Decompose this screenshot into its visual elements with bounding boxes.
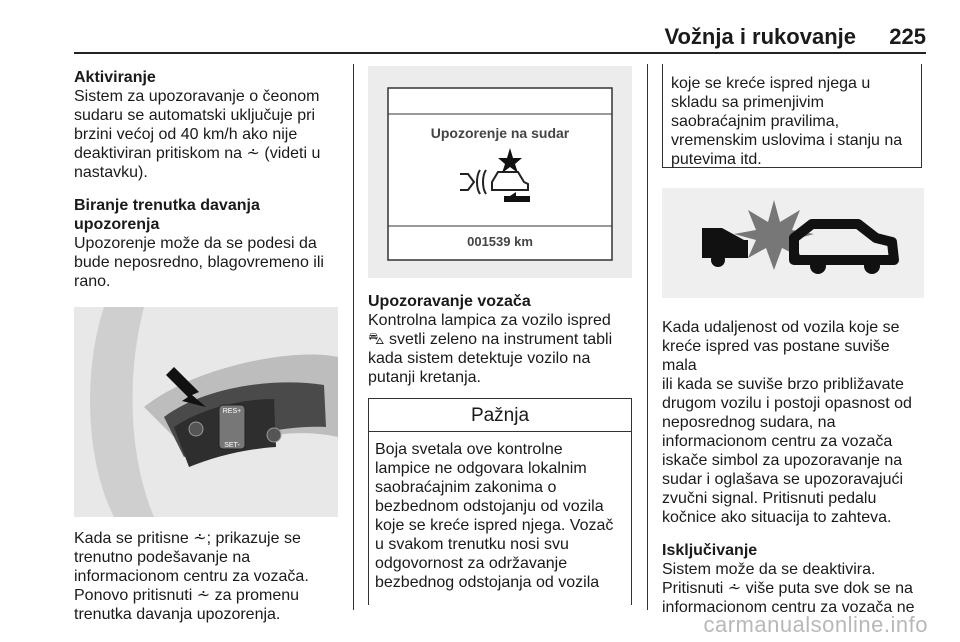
text-activation-5: nastavku).	[74, 164, 148, 181]
text-distance-7: iskače simbol za upozoravanje na	[662, 452, 903, 469]
chapter-title: Vožnja i rukovanje	[664, 24, 856, 49]
text-distance-4: drugom vozilu i postoji opasnost od	[662, 395, 912, 412]
notice-cont-5: putevima itd.	[671, 151, 762, 168]
page-header	[74, 20, 926, 54]
set-label: SET-	[224, 442, 240, 449]
text-deactivate-3: informacionom centru za vozača ne	[662, 599, 915, 616]
text-after-3: informacionom centru za vozača.	[74, 568, 309, 585]
odometer: 001539 km	[467, 234, 533, 249]
column-1	[74, 68, 342, 624]
collision-symbol-illustration	[662, 188, 924, 298]
text-vehicle-1: Kontrolna lampica za vozilo ispred	[368, 312, 611, 329]
text-timing-3: rano.	[74, 273, 111, 290]
text-after-2: trenutno podešavanje na	[74, 549, 251, 566]
column-divider-2	[647, 64, 648, 610]
notice-line-2: lampice ne odgovara lokalnim	[375, 460, 587, 477]
text-activation-4: deaktiviran pritiskom na ⩪ (videti u	[74, 145, 321, 162]
text-distance-2: kreće ispred vas postane suviše mala	[662, 338, 890, 374]
heading-activation: Aktiviranje	[74, 69, 156, 86]
notice-line-6: u svakom trenutku nosi svu	[375, 536, 569, 553]
notice-box	[368, 398, 632, 605]
text-activation-2: sudaru se automatski uključuje pri	[74, 107, 316, 124]
notice-cont-2: skladu sa primenjivim	[671, 94, 824, 111]
notice-title: Pažnja	[369, 399, 631, 432]
text-distance-9: zvučni signal. Pritisnuti pedalu	[662, 490, 877, 507]
column-2	[368, 66, 634, 605]
heading-warning-timing: Biranje trenutka davanja upozorenja	[74, 197, 260, 233]
heading-driver-warning: Upozoravanje vozača	[368, 293, 531, 310]
text-distance-8: sudar i oglašava se upozoravajući	[662, 471, 904, 488]
text-vehicle-2: ⛍ svetli zeleno na instrument tabli	[368, 331, 613, 348]
heading-deactivation: Isključivanje	[662, 542, 758, 559]
steering-wheel-figure	[74, 307, 338, 517]
notice-box-continued	[662, 64, 922, 168]
text-vehicle-4: putanji kretanja.	[368, 369, 481, 386]
notice-line-1: Boja svetala ove kontrolne	[375, 441, 563, 458]
page-number: 225	[889, 24, 926, 49]
text-distance-3: ili kada se suviše brzo približavate	[662, 376, 904, 393]
text-after-1: Kada se pritisne ⩪; prikazuje se	[74, 530, 301, 547]
text-after-4: Ponovo pritisnuti ⩪ za promenu	[74, 587, 300, 604]
notice-cont-1: koje se kreće ispred njega u	[671, 75, 871, 92]
text-distance-1: Kada udaljenost od vozila koje se	[662, 319, 900, 336]
column-divider-1	[353, 64, 354, 610]
notice-line-4: bezbednom odstojanju od vozila	[375, 498, 604, 515]
header-rule	[74, 52, 926, 54]
text-activation-3: brzini većoj od 40 km/h ako nije	[74, 126, 298, 143]
text-deactivate-2: Pritisnuti ⩪ više puta sve dok se na	[662, 580, 913, 597]
display-figure	[368, 66, 632, 278]
text-distance-10: kočnice ako situacija to zahteva.	[662, 509, 892, 526]
text-timing-2: bude neposredno, blagovremeno ili	[74, 254, 324, 271]
notice-line-3: saobraćajnim zakonima o	[375, 479, 557, 496]
notice-line-7: odgovornost za održavanje	[375, 555, 568, 572]
column-3	[662, 64, 928, 617]
collision-symbol-figure	[662, 188, 924, 298]
notice-cont-4: vremenskim uslovima i stanju na	[671, 132, 903, 149]
text-distance-6: informacionom centru za vozača	[662, 433, 893, 450]
notice-line-8: bezbednog odstojanja od vozila	[375, 574, 600, 591]
notice-body	[369, 432, 631, 592]
driver-info-display	[368, 66, 632, 278]
notice-line-5: koje se kreće ispred njega. Vozač	[375, 517, 614, 534]
display-title: Upozorenje na sudar	[430, 125, 570, 141]
text-after-5: trenutka davanja upozorenja.	[74, 606, 281, 623]
text-deactivate-1: Sistem može da se deaktivira.	[662, 561, 876, 578]
watermark: carmanualsonline.info	[703, 612, 928, 637]
text-activation-1: Sistem za upozoravanje o čeonom	[74, 88, 320, 105]
notice-cont-3: saobraćajnim pravilima,	[671, 113, 840, 130]
text-timing-1: Upozorenje može da se podesi da	[74, 235, 317, 252]
text-vehicle-3: kada sistem detektuje vozilo na	[368, 350, 591, 367]
res-label: RES+	[222, 408, 242, 415]
steering-wheel-illustration	[74, 307, 338, 517]
text-distance-5: neposrednog sudara, na	[662, 414, 836, 431]
